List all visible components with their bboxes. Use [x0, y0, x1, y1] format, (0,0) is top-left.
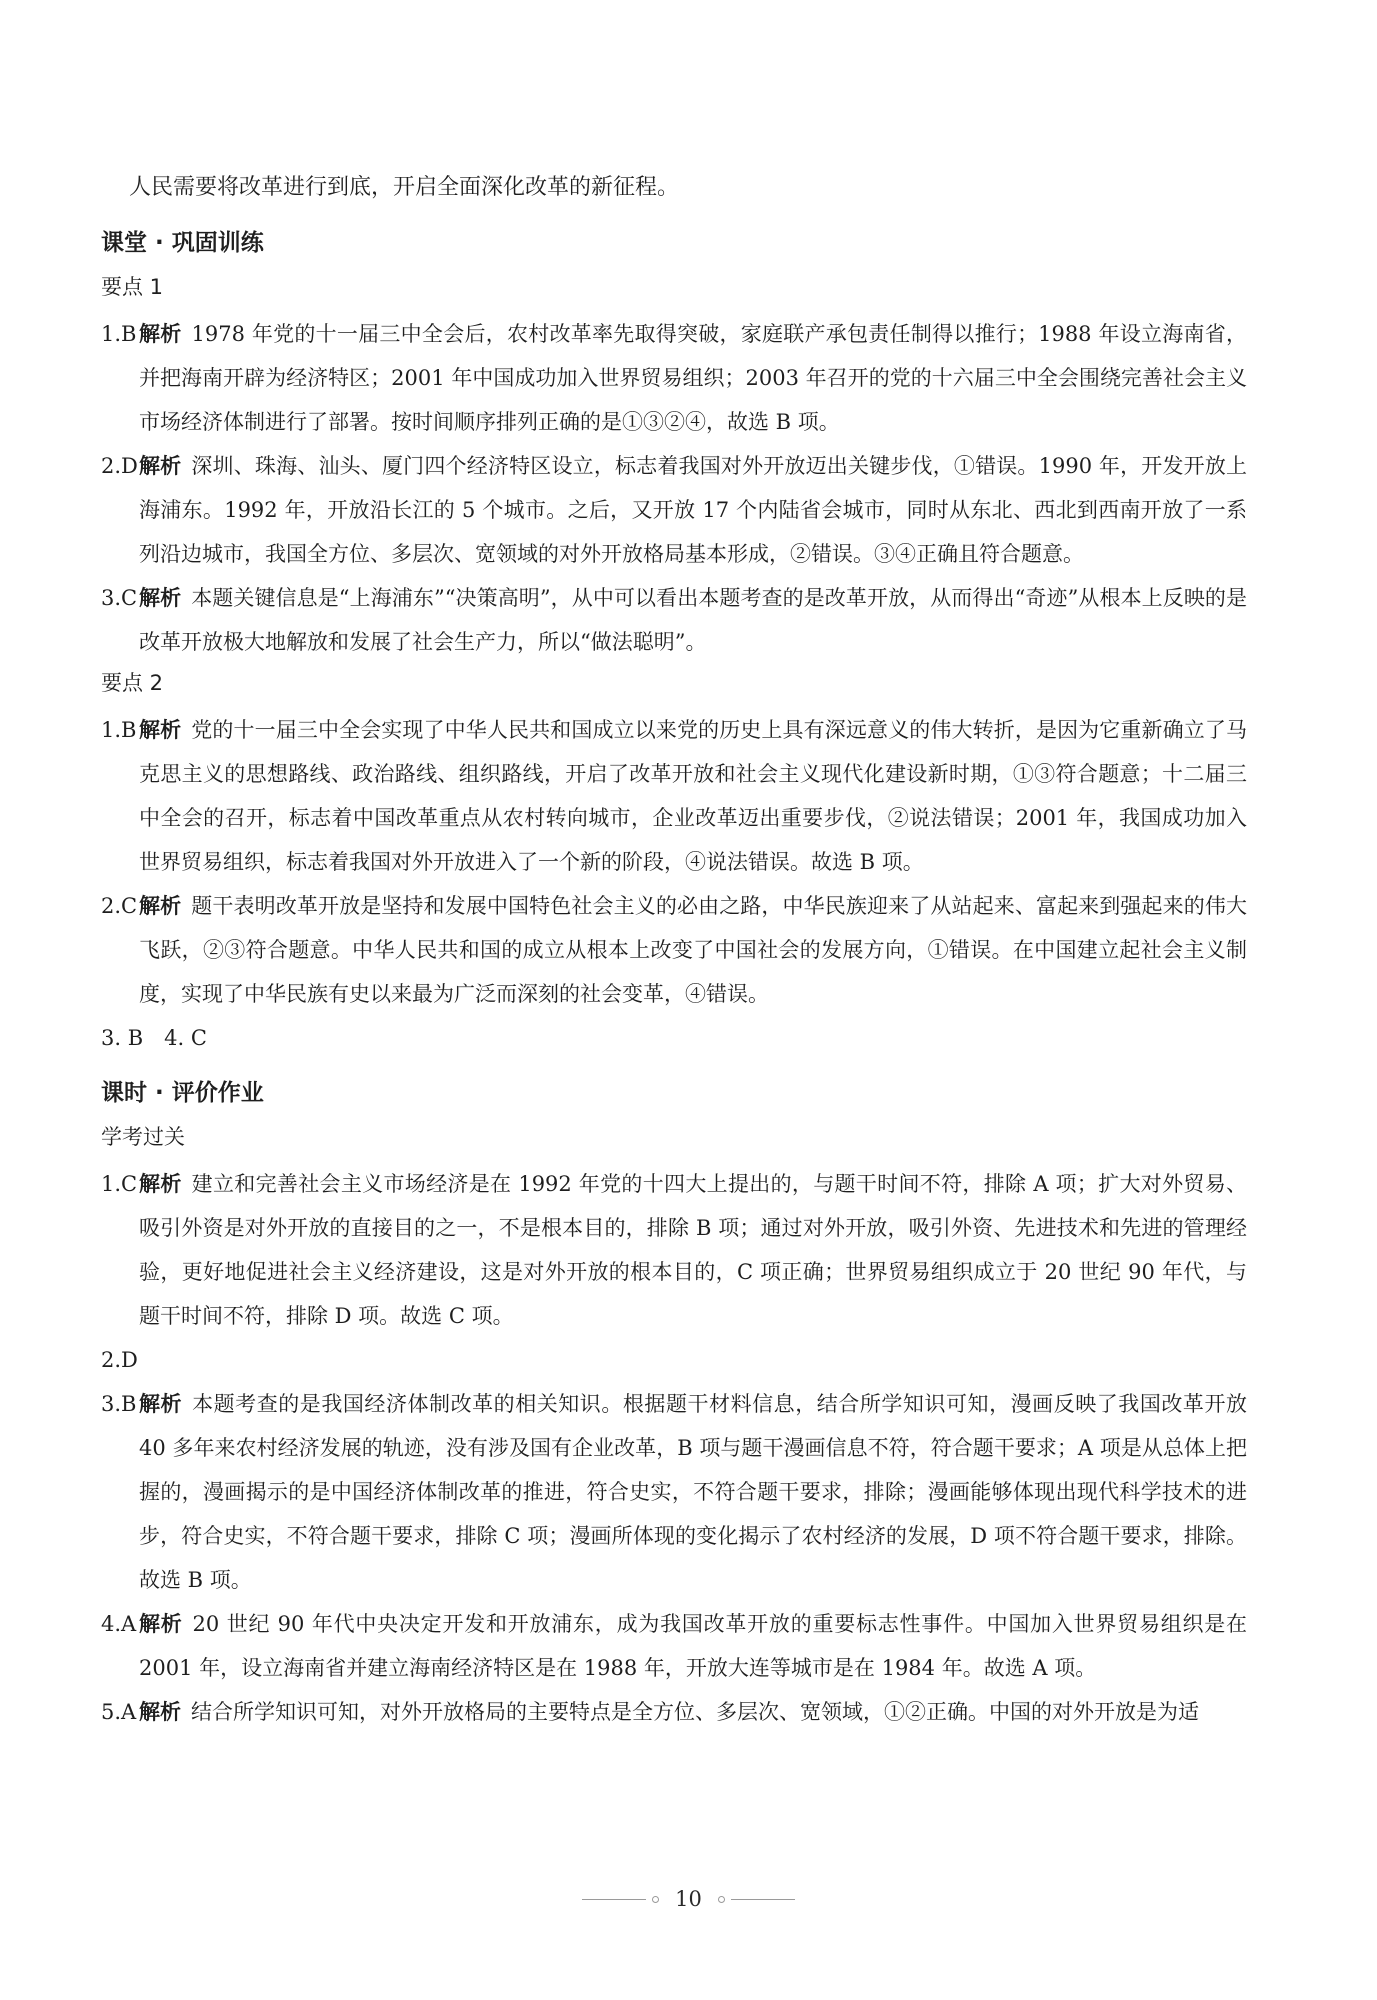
footer-rule-left: [582, 1899, 646, 1900]
item-number: 1.B: [101, 718, 137, 742]
analysis-tag: 解析: [139, 1612, 183, 1636]
item-number: 4.A: [101, 1612, 137, 1636]
answer-item: [101, 1338, 1247, 1382]
footer-rule-right: [731, 1899, 795, 1900]
answer-item: [101, 1602, 1247, 1690]
answer-item: [101, 312, 1247, 444]
item-number: 5.A: [101, 1700, 137, 1724]
analysis-tag: 解析: [139, 454, 182, 478]
footer-dot-left-icon: [652, 1896, 659, 1903]
answer-item: [101, 1382, 1247, 1602]
answer-item: [101, 884, 1247, 1016]
item-number: 3.B: [101, 1392, 137, 1416]
point2-label: 要点 2: [101, 671, 164, 695]
analysis-tag: 解析: [139, 718, 182, 742]
footer-dot-right-icon: [718, 1896, 725, 1903]
intro-paragraph: 人民需要将改革进行到底，开启全面深化改革的新征程。: [129, 175, 680, 200]
analysis-tag: 解析: [139, 894, 182, 918]
answer-item: [101, 708, 1247, 884]
item-number: 3.C: [101, 586, 138, 610]
section-title-classroom: 课堂 · 巩固训练: [101, 230, 264, 256]
analysis-text: 20 世纪 90 年代中央决定开发和开放浦东，成为我国改革开放的重要标志性事件。中国加入世界贸易组织是在 2001 年，设立海南省并建立海南经济特区是在 1988 年，开放大连等城市是在 1984 年。故选 A 项。: [139, 1612, 1248, 1680]
analysis-tag: 解析: [139, 1172, 182, 1196]
analysis-text: 深圳、珠海、汕头、厦门四个经济特区设立，标志着我国对外开放迈出关键步伐，①错误。1990 年，开发开放上海浦东。1992 年，开放沿长江的 5 个城市。之后，又开放 17 个内陆省会城市，同时从东北、西北到西南开放了一系列沿边城市，我国全方位、多层次、宽领域的对外开放格局基本形成，②错误。③④正确且符合题意。: [139, 454, 1248, 566]
item-number: 1.B: [101, 322, 137, 346]
answer-item: [101, 1690, 1247, 1734]
answer-item: [101, 576, 1247, 664]
answer-item: [101, 1162, 1247, 1338]
analysis-text: 本题考查的是我国经济体制改革的相关知识。根据题干材料信息，结合所学知识可知，漫画反映了我国改革开放 40 多年来农村经济发展的轨迹，没有涉及国有企业改革，B 项与题干漫画信息不符，符合题干要求；A 项是从总体上把握的，漫画揭示的是中国经济体制改革的推进，符合史实，不符合题干要求，排除；漫画能够体现出现代科学技术的进步，符合史实，不符合题干要求，排除 C 项；漫画所体现的变化揭示了农村经济的发展，D 项不符合题干要求，排除。故选 B 项。: [139, 1392, 1248, 1592]
analysis-tag: 解析: [139, 1392, 183, 1416]
analysis-text: 党的十一届三中全会实现了中华人民共和国成立以来党的历史上具有深远意义的伟大转折，是因为它重新确立了马克思主义的思想路线、政治路线、组织路线，开启了改革开放和社会主义现代化建设新时期，①③符合题意；十二届三中全会的召开，标志着中国改革重点从农村转向城市，企业改革迈出重要步伐，②说法错误；2001 年，我国成功加入世界贸易组织，标志着我国对外开放进入了一个新的阶段，④说法错误。故选 B 项。: [139, 718, 1248, 874]
page-number: 10: [675, 1887, 702, 1911]
item-number: 2.C: [101, 894, 138, 918]
item-number: 2.D: [101, 1348, 138, 1372]
answer-item: [101, 444, 1247, 576]
page-content: [101, 166, 1247, 1734]
section-title-homework: 课时 · 评价作业: [101, 1080, 264, 1106]
point1-label: 要点 1: [101, 275, 164, 299]
analysis-text: 本题关键信息是“上海浦东”“决策高明”，从中可以看出本题考查的是改革开放，从而得出“奇迹”从根本上反映的是改革开放极大地解放和发展了社会生产力，所以“做法聪明”。: [139, 586, 1248, 654]
analysis-text: 1978 年党的十一届三中全会后，农村改革率先取得突破，家庭联产承包责任制得以推行；1988 年设立海南省，并把海南开辟为经济特区；2001 年中国成功加入世界贸易组织；2003 年召开的党的十六届三中全会围绕完善社会主义市场经济体制进行了部署。按时间顺序排列正确的是①③②④，故选 B 项。: [139, 322, 1248, 434]
analysis-tag: 解析: [139, 586, 182, 610]
analysis-tag: 解析: [139, 322, 182, 346]
short-answers: 3. B 4. C: [101, 1026, 207, 1050]
sub-label: 学考过关: [101, 1125, 185, 1149]
analysis-text: 结合所学知识可知，对外开放格局的主要特点是全方位、多层次、宽领域，①②正确。中国的对外开放是为适: [191, 1700, 1199, 1724]
item-number: 2.D: [101, 454, 138, 478]
analysis-tag: 解析: [139, 1700, 181, 1724]
analysis-text: 题干表明改革开放是坚持和发展中国特色社会主义的必由之路，中华民族迎来了从站起来、富起来到强起来的伟大飞跃，②③符合题意。中华人民共和国的成立从根本上改变了中国社会的发展方向，①错误。在中国建立起社会主义制度，实现了中华民族有史以来最为广泛而深刻的社会变革，④错误。: [139, 894, 1248, 1006]
page-footer: [0, 1884, 1377, 1914]
analysis-text: 建立和完善社会主义市场经济是在 1992 年党的十四大上提出的，与题干时间不符，排除 A 项；扩大对外贸易、吸引外资是对外开放的直接目的之一，不是根本目的，排除 B 项；通过对外开放，吸引外资、先进技术和先进的管理经验，更好地促进社会主义经济建设，这是对外开放的根本目的，C 项正确；世界贸易组织成立于 20 世纪 90 年代，与题干时间不符，排除 D 项。故选 C 项。: [139, 1172, 1248, 1328]
item-number: 1.C: [101, 1172, 138, 1196]
